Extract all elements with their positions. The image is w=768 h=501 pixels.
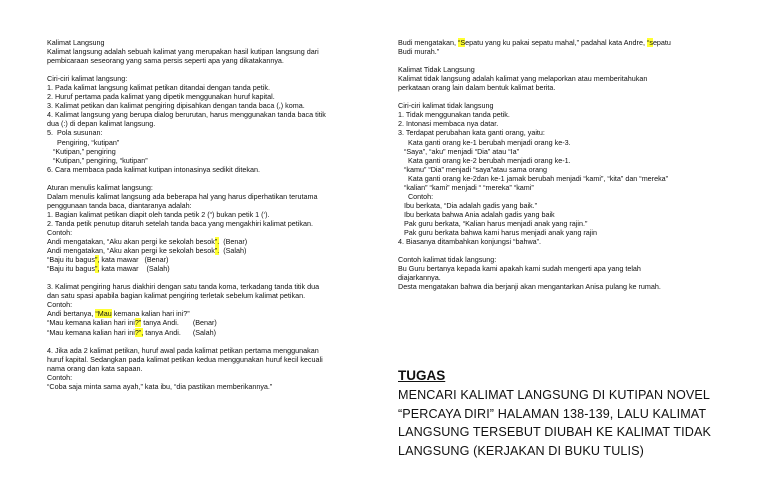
highlight-mark: ?” (134, 318, 142, 328)
text-line: 6. Cara membaca pada kalimat kutipan intonasinya sedikit ditekan. (47, 164, 260, 174)
text-line: “Baju itu bagus”, kata mawar (Salah) (47, 264, 170, 274)
blank-line (398, 246, 733, 255)
highlight-mark: ”, (94, 255, 100, 265)
text-line: 2. Huruf pertama pada kalimat yang dipetik menggunakan huruf kapital. (47, 92, 275, 102)
text-line: Aturan menulis kalimat langsung: (47, 182, 153, 192)
text-line: Kata ganti orang ke-1 berubah menjadi orang ke-3. (398, 137, 571, 147)
tugas-line: “PERCAYA DIRI” HALAMAN 138-139, LALU KALIMAT (398, 406, 707, 421)
text-line: Budi mengatakan, “Sepatu yang ku pakai sepatu mahal,” padahal kata Andre, “sepatu (398, 38, 671, 47)
text-line: dan satu spasi apabila bagian kalimat pengiring terletak sebelum kalimat petikan. (47, 291, 306, 301)
left-column (47, 38, 382, 391)
text-line: Kalimat Langsung (47, 38, 105, 47)
text-line: Contoh: (47, 372, 73, 382)
highlight-mark: “s (646, 38, 653, 47)
text-line: 4. Kalimat langsung yang berupa dialog berurutan, harus menggunakan tanda baca titik (47, 110, 326, 120)
tugas-instructions (398, 386, 738, 460)
blank-line (398, 92, 733, 101)
highlight-mark: “Mau (95, 309, 112, 319)
highlight-mark: “S (457, 38, 466, 47)
right-column (398, 38, 733, 291)
text-line: Kalimat langsung adalah sebuah kalimat yang merupakan hasil kutipan langsung dari (47, 47, 319, 57)
text-line: dua (:) di depan kalimat langsung. (47, 119, 156, 129)
text-line: Andi bertanya, “Mau kemana kalian hari ini?” (47, 309, 190, 319)
text-line: 5. Pola susunan: (47, 128, 103, 138)
text-line: 3. Kalimat pengiring harus diakhiri dengan satu tanda koma, terkadang tanda titik dua (47, 282, 320, 292)
text-line: 2. Intonasi membaca nya datar. (398, 119, 499, 129)
text-line: 3. Terdapat perubahan kata ganti orang, yaitu: (398, 128, 545, 138)
text-line: Contoh: (47, 300, 73, 310)
text-line: 4. Jika ada 2 kalimat petikan, huruf awal pada kalimat petikan pertama menggunakan (47, 345, 319, 355)
text-line: penggunaan tanda baca, diantaranya adalah: (47, 200, 192, 210)
text-line: diajarkannya. (398, 273, 441, 283)
text-line: Contoh kalimat tidak langsung: (398, 255, 497, 265)
text-line: Andi mengatakan, “Aku akan pergi ke sekolah besok”. (Benar) (47, 237, 248, 247)
text-line: 3. Kalimat petikan dan kalimat pengiring dipisahkan dengan tanda baca (,) koma. (47, 101, 305, 111)
blank-line (398, 56, 733, 65)
text-line: Kata ganti orang ke-2 berubah menjadi orang ke-1. (398, 155, 571, 165)
text-line: 4. Biasanya ditambahkan konjungsi “bahwa”. (398, 237, 542, 247)
text-line: 2. Tanda petik penutup ditaruh setelah tanda baca yang mengakhiri kalimat petikan. (47, 218, 313, 228)
text-line: “Kutipan,” pengiring (47, 146, 116, 156)
text-line: “Mau kemana kalian hari ini?”, tanya Andi. (Salah) (47, 327, 216, 337)
text-line: nama orang dan kata sapaan. (47, 363, 143, 373)
text-line: Andi mengatakan, “Aku akan pergi ke sekolah besok”. (Salah) (47, 246, 247, 256)
text-line: Pengiring, “kutipan” (47, 137, 120, 147)
text-line: Pak guru berkata bahwa kami harus menjadi anak yang rajin (398, 227, 597, 237)
text-line: Contoh: (398, 191, 434, 201)
tugas-line: LANGSUNG TERSEBUT DIUBAH KE KALIMAT TIDAK (398, 425, 711, 440)
text-line: Ciri-ciri kalimat langsung: (47, 74, 128, 84)
tugas-line: LANGSUNG (KERJAKAN DI BUKU TULIS) (398, 443, 644, 458)
text-line: “Mau kemana kalian hari ini?” tanya Andi. (Benar) (47, 318, 217, 328)
highlight-mark: ”, (94, 264, 100, 274)
text-line: “kamu” “Dia” menjadi “saya”atau sama orang (398, 164, 547, 174)
text-line: Kalimat Tidak Langsung (398, 65, 475, 75)
text-line: Budi murah.” (398, 47, 440, 57)
text-line: Desta mengatakan bahwa dia berjanji akan mengantarkan Anisa pulang ke rumah. (398, 282, 661, 292)
text-line: Dalam menulis kalimat langsung ada beberapa hal yang harus diperhatikan terutama (47, 191, 318, 201)
text-line: Bu Guru bertanya kepada kami apakah kami sudah mengerti apa yang telah (398, 264, 641, 274)
blank-line (47, 273, 382, 282)
text-line: 1. Bagian kalimat petikan diapit oleh tanda petik 2 (“) bukan petik 1 (‘). (47, 209, 270, 219)
blank-line (47, 337, 382, 346)
text-line: Ciri-ciri kalimat tidak langsung (398, 101, 494, 111)
text-line: perkataan orang lain dalam bentuk kalimat berita. (398, 83, 556, 93)
blank-line (47, 174, 382, 183)
text-line: huruf kapital. Sedangkan pada kalimat petikan kedua menggunakan huruf kecil kecuali (47, 354, 323, 364)
text-line: “Baju itu bagus”, kata mawar (Benar) (47, 255, 169, 265)
text-line: 1. Tidak menggunakan tanda petik. (398, 110, 510, 120)
text-line: Ibu berkata, “Dia adalah gadis yang baik.” (398, 200, 538, 210)
highlight-mark: ”. (214, 237, 220, 247)
text-line: Pak guru berkata, “Kalian harus menjadi anak yang rajin.” (398, 218, 588, 228)
highlight-mark: ”. (214, 246, 220, 256)
blank-line (47, 65, 382, 74)
highlight-mark: ?”, (134, 327, 144, 337)
text-line: pembicaraan seseorang yang sama persis seperti apa yang dikatakannya. (47, 56, 284, 66)
text-line: Kalimat tidak langsung adalah kalimat yang melaporkan atau memberitahukan (398, 74, 648, 84)
tugas-line: MENCARI KALIMAT LANGSUNG DI KUTIPAN NOVEL (398, 388, 711, 402)
text-line: “Coba saja minta sama ayah,” kata ibu, “dia pastikan memberikannya.” (47, 381, 273, 391)
tugas-heading: TUGAS (398, 368, 446, 383)
text-line: Contoh: (47, 227, 73, 237)
text-line: 1. Pada kalimat langsung kalimat petikan ditandai dengan tanda petik. (47, 83, 270, 93)
text-line: “Saya”, “aku” menjadi “Dia” atau “Ia” (398, 146, 520, 156)
text-line: Kata ganti orang ke-2dan ke-1 jamak berubah menjadi “kami”, “kita” dan “mereka” (398, 173, 669, 183)
text-line: “kalian” “kami” menjadi “ “mereka” “kami” (398, 182, 534, 192)
text-line: Ibu berkata bahwa Ania adalah gadis yang baik (398, 209, 555, 219)
text-line: “Kutipan,” pengiring, “kutipan” (47, 155, 148, 165)
